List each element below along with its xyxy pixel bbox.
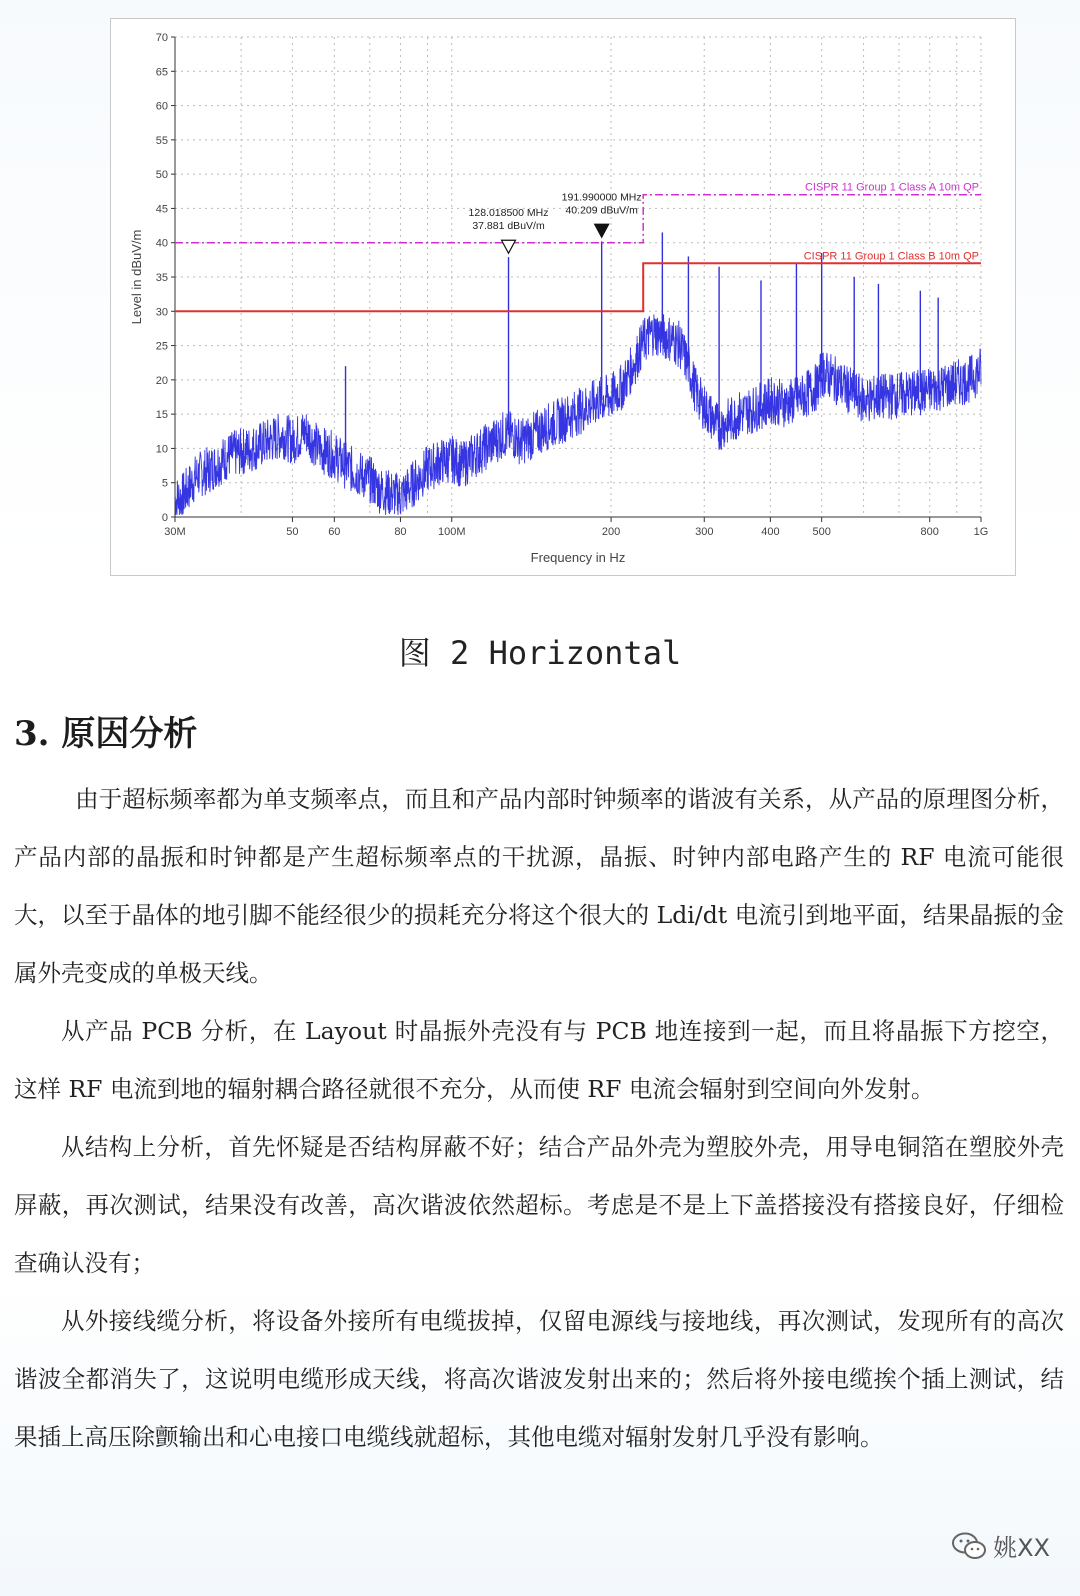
y-tick-label: 20 bbox=[155, 374, 168, 387]
y-tick-label: 45 bbox=[155, 203, 168, 216]
limit-line bbox=[175, 263, 981, 311]
paragraph-3: 从结构上分析，首先怀疑是否结构屏蔽不好；结合产品外壳为塑胶外壳，用导电铜箔在塑胶外壳屏蔽，再次测试，结果没有改善，高次谐波依然超标。考虑是不是上下盖搭接没有搭接良好，仔细检查确认没有； bbox=[14, 1133, 1064, 1277]
y-tick-label: 70 bbox=[155, 32, 168, 44]
x-tick-label: 30M bbox=[164, 526, 186, 538]
wechat-icon bbox=[951, 1531, 987, 1561]
y-tick-label: 5 bbox=[161, 477, 168, 490]
figure-caption: 图 2 Horizontal bbox=[398, 634, 682, 672]
x-tick-label: 400 bbox=[761, 526, 780, 538]
x-tick-label: 800 bbox=[920, 526, 939, 538]
marker-freq-label: 128.018500 MHz bbox=[468, 207, 549, 220]
y-axis-label: Level in dBuV/m bbox=[129, 229, 144, 325]
limit-line-label: CISPR 11 Group 1 Class A 10m QP bbox=[804, 181, 979, 194]
marker-level-label: 40.209 dBuV/m bbox=[565, 204, 638, 217]
emi-chart-figure bbox=[110, 18, 1016, 576]
y-tick-label: 60 bbox=[155, 100, 168, 113]
x-axis-label: Frequency in Hz bbox=[530, 550, 626, 565]
y-tick-label: 30 bbox=[155, 306, 168, 319]
limit-line-label: CISPR 11 Group 1 Class B 10m QP bbox=[803, 250, 979, 263]
x-tick-label: 1G bbox=[973, 526, 989, 538]
paragraph-1: 由于超标频率都为单支频率点，而且和产品内部时钟频率的谐波有关系，从产品的原理图分析，产品内部的晶振和时钟都是产生超标频率点的干扰源，晶振、时钟内部电路产生的 RF 电流可能很大，以至于晶体的地引脚不能经很少的损耗充分将这个很大的 Ldi/dt 电流引到地平面，结果晶振的金属外壳变成的单极天线。 bbox=[14, 785, 1064, 987]
x-tick-label: 200 bbox=[601, 526, 621, 538]
body-text bbox=[14, 770, 1064, 1466]
y-tick-label: 10 bbox=[155, 443, 168, 456]
x-tick-label: 100M bbox=[437, 526, 466, 538]
y-tick-label: 65 bbox=[155, 66, 168, 79]
marker-triangle bbox=[595, 224, 609, 237]
y-tick-label: 15 bbox=[155, 409, 168, 422]
x-tick-label: 500 bbox=[812, 526, 831, 538]
x-tick-label: 300 bbox=[695, 526, 714, 538]
y-tick-label: 35 bbox=[155, 272, 168, 284]
x-tick-label: 60 bbox=[328, 526, 341, 538]
y-tick-label: 55 bbox=[155, 134, 168, 147]
section-title: 3. 原因分析 bbox=[14, 714, 198, 754]
paragraph-4: 从外接线缆分析，将设备外接所有电缆拔掉，仅留电源线与接地线，再次测试，发现所有的高次谐波全都消失了，这说明电缆形成天线，将高次谐波发射出来的；然后将外接电缆挨个插上测试，结果插上高压除颤输出和心电接口电缆线就超标，其他电缆对辐射发射几乎没有影响。 bbox=[14, 1307, 1064, 1451]
watermark-text: 姚XX bbox=[993, 1534, 1050, 1562]
watermark bbox=[951, 1528, 1050, 1563]
emi-chart bbox=[111, 19, 1017, 577]
marker-freq-label: 191.990000 MHz bbox=[561, 191, 642, 204]
y-tick-label: 40 bbox=[155, 237, 168, 250]
y-tick-label: 50 bbox=[155, 169, 168, 182]
y-tick-label: 25 bbox=[155, 340, 168, 353]
y-tick-label: 0 bbox=[161, 512, 168, 524]
marker-triangle bbox=[502, 240, 516, 253]
marker-level-label: 37.881 dBuV/m bbox=[472, 220, 545, 233]
paragraph-2: 从产品 PCB 分析，在 Layout 时晶振外壳没有与 PCB 地连接到一起，而且将晶振下方挖空，这样 RF 电流到地的辐射耦合路径就很不充分，从而使 RF 电流会辐射到空间向外发射。 bbox=[14, 1017, 1064, 1103]
x-tick-label: 80 bbox=[394, 526, 407, 538]
x-tick-label: 50 bbox=[286, 526, 299, 538]
